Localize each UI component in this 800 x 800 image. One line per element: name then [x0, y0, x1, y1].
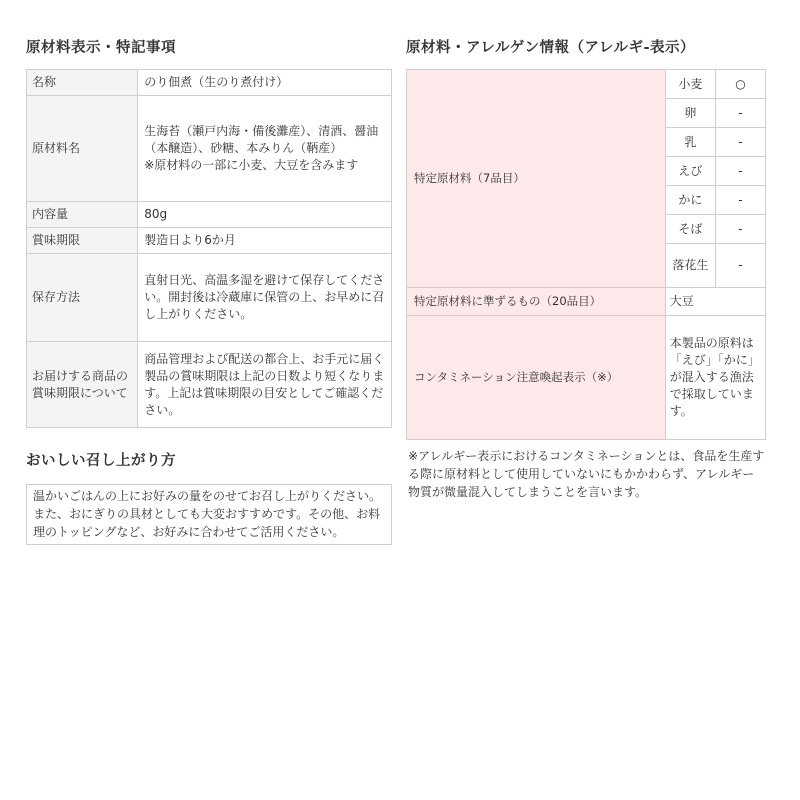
contam-footnote: ※アレルギー表示におけるコンタミネーションとは、食品を生産する際に原材料として使用していないにもかかわらず、アレルギー物質が微量混入してしまうことを言います。 [408, 449, 765, 499]
allergy-table [406, 69, 766, 440]
allergen-name: えび [665, 157, 715, 186]
serving-section [26, 451, 392, 545]
allergen-name: 卵 [665, 99, 715, 128]
ingredients-text: 生海苔（瀬戸内海・備後灘産）、清酒、醤油（本醸造）、砂糖、本みりん（鞆産） [144, 124, 379, 155]
allergen-name: かに [665, 186, 715, 215]
quasi-label: 特定原材料に準ずるもの（20品目） [407, 288, 666, 316]
serving-text: 温かいごはんの上にお好みの量をのせてお召し上がりください。また、おにぎりの具材としても大変おすすめです。その他、お料理のトッピングなど、お好みに合わせてご活用ください。 [26, 484, 392, 545]
contam-label: コンタミネーション注意喚起表示（※） [407, 316, 666, 440]
allergen-mark: - [715, 99, 765, 128]
spec-label-expiry: 賞味期限 [27, 228, 138, 254]
allergy-heading: 原材料・アレルゲン情報（アレルギ-表示） [406, 39, 696, 56]
table-row [27, 228, 392, 254]
spec-value-ingredients [138, 96, 392, 202]
allergen-mark: - [715, 215, 765, 244]
spec-table [26, 69, 392, 428]
table-row [27, 254, 392, 342]
spec-value-name: のり佃煮（生のり煮付け） [138, 70, 392, 96]
allergen-name: 乳 [665, 128, 715, 157]
table-row [27, 96, 392, 202]
contam-value: 本製品の原料は「えび」「かに」が混入する漁法で採取しています。 [665, 316, 765, 440]
spec-label-name: 名称 [27, 70, 138, 96]
spec-label-volume: 内容量 [27, 202, 138, 228]
allergen-mark: - [715, 244, 765, 288]
specified-label: 特定原材料（7品目） [407, 70, 666, 288]
allergen-mark: - [715, 186, 765, 215]
ingredients-note: ※原材料の一部に小麦、大豆を含みます [144, 158, 359, 172]
spec-label-delivery: お届けする商品の賞味期限について [27, 342, 138, 428]
allergen-name: そば [665, 215, 715, 244]
allergen-mark: ○ [715, 70, 765, 99]
spec-value-delivery: 商品管理および配送の都合上、お手元に届く製品の賞味期限は上記の日数より短くなります。上記は賞味期限の目安としてご確認ください。 [138, 342, 392, 428]
allergen-mark: - [715, 128, 765, 157]
spec-label-ingredients: 原材料名 [27, 96, 138, 202]
allergen-name: 落花生 [665, 244, 715, 288]
spec-heading: 原材料表示・特記事項 [26, 39, 176, 56]
table-row [407, 316, 766, 440]
left-column [26, 38, 392, 545]
spec-value-expiry: 製造日より6か月 [138, 228, 392, 254]
table-row [27, 70, 392, 96]
table-row [27, 342, 392, 428]
quasi-value: 大豆 [665, 288, 765, 316]
allergen-name: 小麦 [665, 70, 715, 99]
serving-heading: おいしい召し上がり方 [26, 452, 176, 469]
spec-label-storage: 保存方法 [27, 254, 138, 342]
right-column [406, 38, 766, 501]
table-row [407, 70, 766, 99]
allergen-mark: - [715, 157, 765, 186]
table-row [407, 288, 766, 316]
table-row [27, 202, 392, 228]
spec-value-storage: 直射日光、高温多湿を避けて保存してください。開封後は冷蔵庫に保管の上、お早めに召し上がりください。 [138, 254, 392, 342]
spec-value-volume: 80g [138, 202, 392, 228]
